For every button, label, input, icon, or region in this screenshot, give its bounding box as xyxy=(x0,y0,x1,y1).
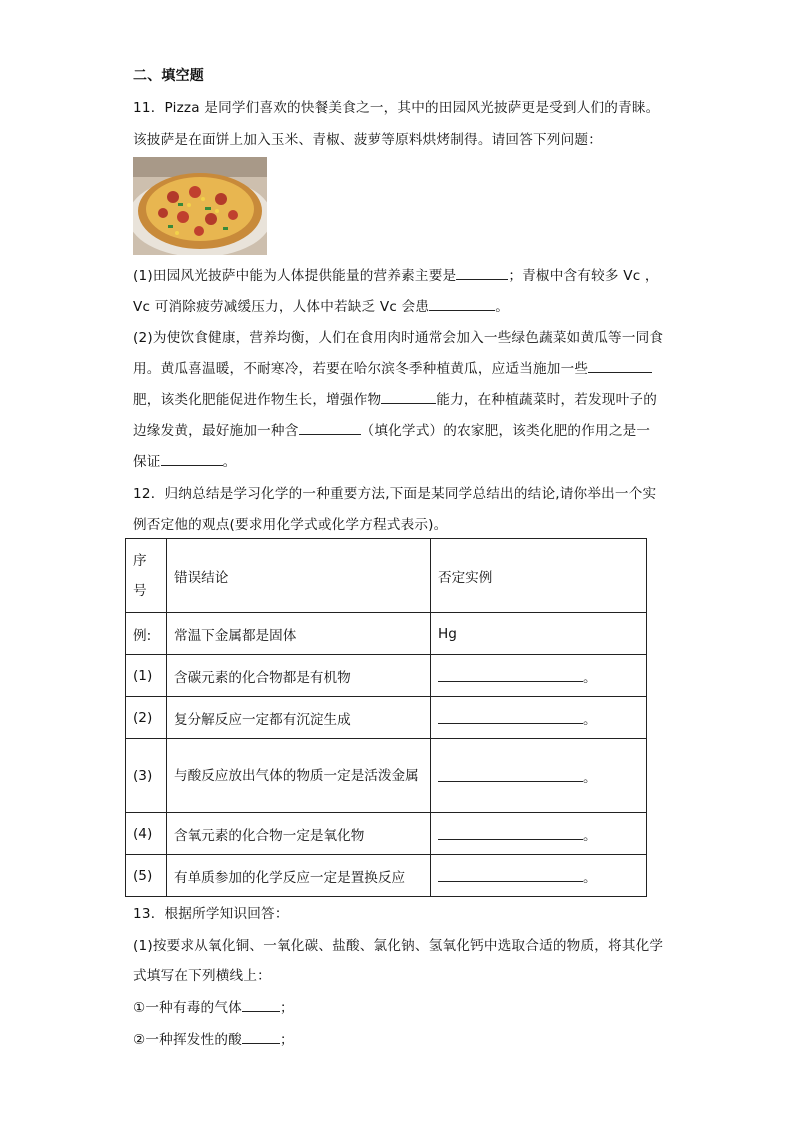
q12-stem-line1: 12．归纳总结是学习化学的一种重要方法,下面是某同学总结出的结论,请你举出一个实 xyxy=(133,486,657,502)
row-num: (2) xyxy=(126,697,167,739)
row-counter-example: Hg xyxy=(431,613,647,655)
q13-item2 xyxy=(133,1031,294,1049)
row-num: (1) xyxy=(126,655,167,697)
q11-part2-line3 xyxy=(133,391,657,409)
table-row xyxy=(126,613,647,655)
answer-blank[interactable] xyxy=(456,267,508,280)
header-num-a: 序 xyxy=(133,552,147,569)
q13-item2-text: ②一种挥发性的酸 xyxy=(133,1032,242,1048)
q11-p2-text-e: （填化学式）的农家肥，该类化肥的作用之是一 xyxy=(360,423,651,439)
answer-blank[interactable] xyxy=(438,869,583,882)
answer-blank[interactable] xyxy=(438,669,583,682)
row-counter-example xyxy=(431,813,647,855)
conclusion-table xyxy=(125,538,647,897)
table-row xyxy=(126,855,647,897)
header-cell-wrong: 错误结论 xyxy=(167,539,431,613)
q11-p2-text-g: 。 xyxy=(222,454,237,470)
q11-p1-text-c: Vc 可消除疲劳减缓压力，人体中若缺乏 Vc 会患 xyxy=(133,299,430,315)
row-wrong-conclusion: 含碳元素的化合物都是有机物 xyxy=(167,655,431,697)
row-num: (4) xyxy=(126,813,167,855)
row-wrong-conclusion: 常温下金属都是固体 xyxy=(167,613,431,655)
q13-stem-line1: 13．根据所学知识回答： xyxy=(133,906,289,922)
row-wrong-conclusion: 复分解反应一定都有沉淀生成 xyxy=(167,697,431,739)
table-header-row xyxy=(126,539,647,613)
row-wrong-conclusion: 与酸反应放出气体的物质一定是活泼金属 xyxy=(167,739,431,813)
row-period: 。 xyxy=(583,711,597,728)
q11-part2-line1: (2)为使饮食健康，营养均衡，人们在食用肉时通常会加入一些绿色蔬菜如黄瓜等一同食 xyxy=(133,330,664,346)
answer-blank[interactable] xyxy=(438,769,583,782)
row-period: 。 xyxy=(583,827,597,844)
table-row xyxy=(126,655,647,697)
section-title: 二、填空题 xyxy=(133,68,204,84)
answer-blank[interactable] xyxy=(438,711,583,724)
row-period: 。 xyxy=(583,669,597,686)
q13-item1-end: ； xyxy=(279,1000,294,1016)
q13-item1 xyxy=(133,999,294,1017)
q11-part2-line5 xyxy=(133,453,236,471)
q12-stem-line2: 例否定他的观点(要求用化学式或化学方程式表示)。 xyxy=(133,517,448,533)
table-row xyxy=(126,739,647,813)
pizza-photo xyxy=(133,157,267,255)
table-row xyxy=(126,697,647,739)
q11-stem-line1: 11．Pizza 是同学们喜欢的快餐美食之一，其中的田园风光披萨更是受到人们的青睐。 xyxy=(133,100,660,116)
q13-item1-text: ①一种有毒的气体 xyxy=(133,1000,242,1016)
q11-p2-text-f: 保证 xyxy=(133,454,161,470)
row-counter-example xyxy=(431,739,647,813)
row-counter-example xyxy=(431,855,647,897)
q11-p2-text-b: 肥，该类化肥能促进作物生长，增强作物 xyxy=(133,392,382,408)
q11-p2-text-a: 用。黄瓜喜温暖，不耐寒冷，若要在哈尔滨冬季种植黄瓜，应适当施加一些 xyxy=(133,361,589,377)
q11-p1-text-a: (1)田园风光披萨中能为人体提供能量的营养素主要是 xyxy=(133,268,457,284)
answer-blank[interactable] xyxy=(299,422,361,435)
row-num: (3) xyxy=(126,739,167,813)
answer-blank[interactable] xyxy=(242,999,280,1012)
row-num: (5) xyxy=(126,855,167,897)
q11-part1-line2 xyxy=(133,298,509,316)
q11-p1-text-b: ；青椒中含有较多 Vc ， xyxy=(508,268,659,284)
row-period: 。 xyxy=(583,869,597,886)
row-wrong-conclusion: 有单质参加的化学反应一定是置换反应 xyxy=(167,855,431,897)
row-wrong-conclusion: 含氧元素的化合物一定是氧化物 xyxy=(167,813,431,855)
answer-blank[interactable] xyxy=(588,360,652,373)
answer-blank[interactable] xyxy=(161,453,223,466)
row-period: 。 xyxy=(583,769,597,786)
answer-blank[interactable] xyxy=(438,827,583,840)
q13-stem-line2: (1)按要求从氧化铜、一氧化碳、盐酸、氯化钠、氢氧化钙中选取合适的物质，将其化学 xyxy=(133,938,664,954)
table-row xyxy=(126,813,647,855)
answer-blank[interactable] xyxy=(429,298,495,311)
q11-part2-line2 xyxy=(133,360,652,378)
pizza-image xyxy=(133,157,267,255)
q13-item2-end: ； xyxy=(279,1032,294,1048)
q13-stem-line3: 式填写在下列横线上： xyxy=(133,968,271,984)
header-cell-counter: 否定实例 xyxy=(431,539,647,613)
q11-part2-line4 xyxy=(133,422,650,440)
q11-stem-line2: 该披萨是在面饼上加入玉米、青椒、菠萝等原料烘烤制得。请回答下列问题： xyxy=(133,132,602,148)
answer-blank[interactable] xyxy=(242,1031,280,1044)
row-counter-example xyxy=(431,655,647,697)
row-counter-example xyxy=(431,697,647,739)
q11-p1-text-d: 。 xyxy=(495,299,509,315)
answer-blank[interactable] xyxy=(381,391,436,404)
header-num-b: 号 xyxy=(133,582,147,599)
q11-p2-text-c: 能力，在种植蔬菜时，若发现叶子的 xyxy=(436,392,657,408)
header-cell-num xyxy=(126,539,167,613)
row-num: 例: xyxy=(126,613,167,655)
q11-p2-text-d: 边缘发黄，最好施加一种含 xyxy=(133,423,299,439)
q11-part1-line1 xyxy=(133,267,659,285)
